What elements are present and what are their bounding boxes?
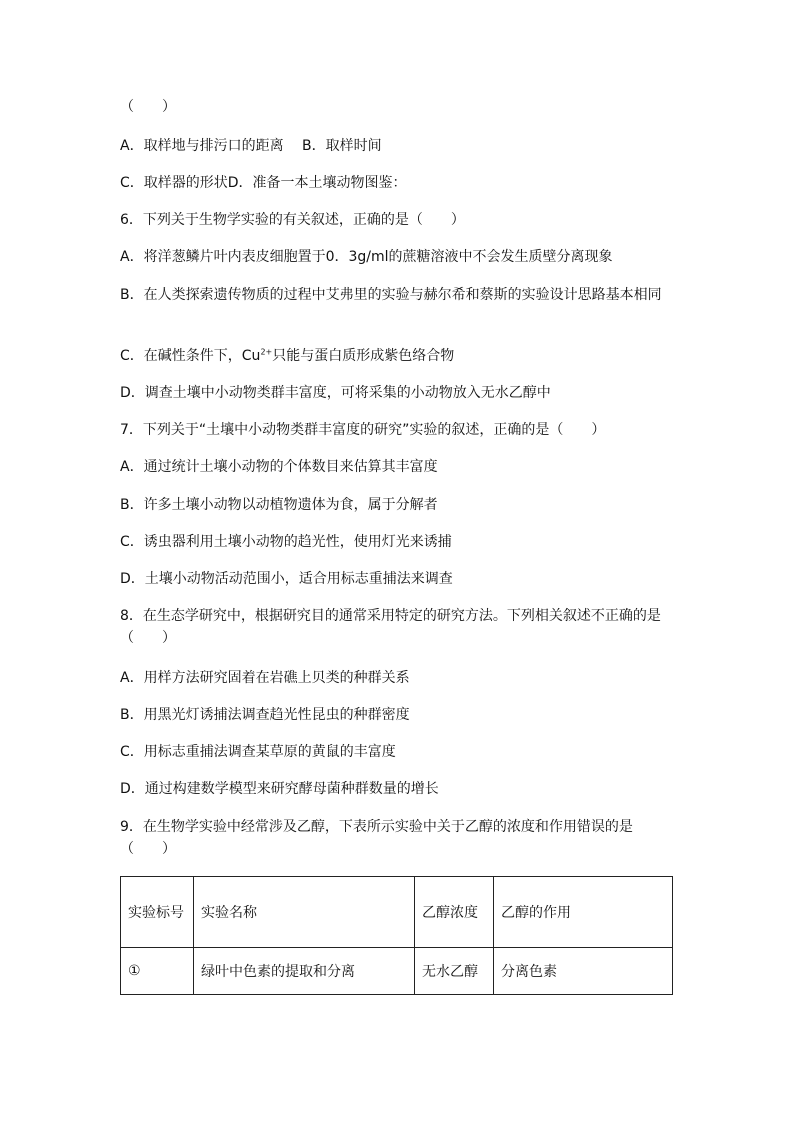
table-header-cell: 实验名称: [194, 877, 415, 948]
question-8-option-b: B．用黑光灯诱捕法调查趋光性昆虫的种群密度: [120, 707, 410, 723]
question-9: 9．在生物学实验中经常涉及乙醇，下表所示实验中关于乙醇的浓度和作用错误的是（ ）: [120, 819, 633, 857]
question-6-option-c: [120, 346, 454, 366]
question-6-option-d: D．调查土壤中小动物类群丰富度，可将采集的小动物放入无水乙醇中: [120, 385, 551, 401]
question-7: 7．下列关于“土壤中小动物类群丰富度的研究”实验的叙述，正确的是（ ）: [120, 422, 606, 438]
option-c-text-end: 只能与蛋白质形成紫色络合物: [272, 348, 455, 364]
table-header-cell: 乙醇浓度: [415, 877, 494, 948]
option-line: C．取样器的形状D．准备一本土壤动物图鉴：: [120, 175, 407, 191]
question-8-option-a: A．用样方法研究固着在岩礁上贝类的种群关系: [120, 670, 410, 686]
question-6: 6．下列关于生物学实验的有关叙述，正确的是（ ）: [120, 212, 465, 228]
table-cell: 绿叶中色素的提取和分离: [194, 948, 415, 995]
question-8-option-d: D．通过构建数学模型来研究酵母菌种群数量的增长: [120, 781, 439, 797]
table-cell: 分离色素: [494, 948, 673, 995]
question-6-option-b: B．在人类探索遗传物质的过程中艾弗里的实验与赫尔希和蔡斯的实验设计思路基本相同: [120, 287, 662, 303]
table-row: [121, 948, 673, 995]
table-header-cell: 实验标号: [121, 877, 194, 948]
table-header-row: [121, 877, 673, 948]
ethanol-experiment-table: [120, 876, 673, 995]
table-cell: ①: [121, 948, 194, 995]
table-cell: 无水乙醇: [415, 948, 494, 995]
option-line: A．取样地与排污口的距离 B．取样时间: [120, 138, 382, 154]
question-7-option-c: C．诱虫器利用土壤小动物的趋光性，使用灯光来诱捕: [120, 534, 452, 550]
question-7-option-a: A．通过统计土壤小动物的个体数目来估算其丰富度: [120, 459, 438, 475]
question-7-option-d: D．土壤小动物活动范围小，适合用标志重捕法来调查: [120, 571, 453, 587]
option-c-text-start: C．在碱性条件下，Cu: [120, 348, 261, 364]
question-7-option-b: B．许多土壤小动物以动植物遗体为食，属于分解者: [120, 497, 438, 513]
answer-bracket: （ ）: [120, 99, 176, 115]
question-6-option-a: A．将洋葱鳞片叶内表皮细胞置于0．3g/ml的蔗糖溶液中不会发生质壁分离现象: [120, 249, 613, 265]
table-header-cell: 乙醇的作用: [494, 877, 673, 948]
ion-charge: 2+: [260, 347, 273, 357]
question-8: 8．在生态学研究中，根据研究目的通常采用特定的研究方法。下列相关叙述不正确的是（ ）: [120, 608, 661, 646]
question-8-option-c: C．用标志重捕法调查某草原的黄鼠的丰富度: [120, 744, 396, 760]
